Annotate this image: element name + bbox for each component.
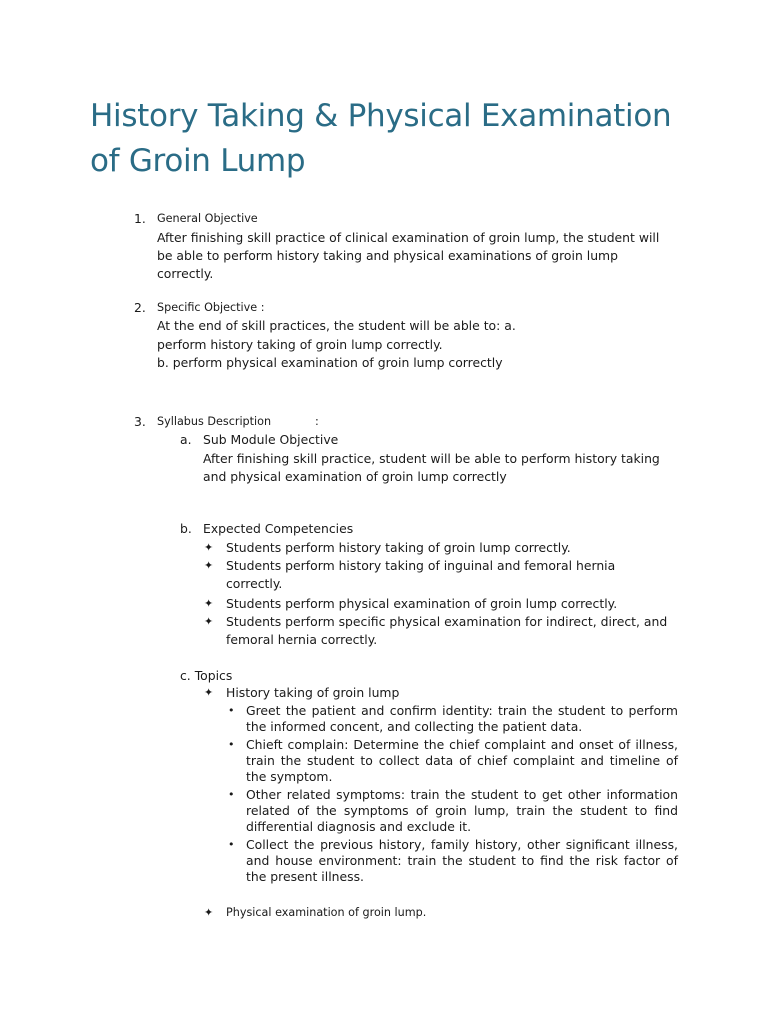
subsection-heading-topics: c. Topics xyxy=(180,668,233,683)
four-point-star-bullet-icon: ✦ xyxy=(204,559,214,572)
four-point-star-bullet-icon: ✦ xyxy=(204,541,214,554)
round-bullet-icon: • xyxy=(228,838,235,851)
specific-objective-line: At the end of skill practices, the student will be able to: a. xyxy=(157,318,516,333)
subsection-heading-sub-module-objective: Sub Module Objective xyxy=(203,432,339,447)
topic-history-taking: History taking of groin lump xyxy=(226,685,400,700)
section-heading-syllabus-description: Syllabus Description xyxy=(157,415,272,428)
topic-point: Greet the patient and confirm identity: train the student to perform the informed concent, and collecting the patient data. xyxy=(246,703,678,735)
round-bullet-icon: • xyxy=(228,704,235,717)
specific-objective-line: perform history taking of groin lump correctly. xyxy=(157,337,443,352)
subsection-marker: a. xyxy=(180,432,192,447)
four-point-star-bullet-icon: ✦ xyxy=(204,597,214,610)
competency-item-continuation: correctly. xyxy=(226,576,283,591)
subsection-marker: b. xyxy=(180,521,192,536)
four-point-star-bullet-icon: ✦ xyxy=(204,686,214,699)
round-bullet-icon: • xyxy=(228,738,235,751)
general-objective-line: correctly. xyxy=(157,266,214,281)
syllabus-colon: : xyxy=(315,415,319,428)
four-point-star-bullet-icon: ✦ xyxy=(204,615,214,628)
general-objective-line: After finishing skill practice of clinical examination of groin lump, the student will xyxy=(157,230,660,245)
topic-point: Other related symptoms: train the student to get other information related of the symptoms of groin lump, train the student to find differential diagnosis and exclude it. xyxy=(246,787,678,835)
round-bullet-icon: • xyxy=(228,788,235,801)
competency-item: Students perform history taking of groin lump correctly. xyxy=(226,540,571,555)
competency-item: Students perform physical examination of groin lump correctly. xyxy=(226,596,618,611)
general-objective-line: be able to perform history taking and physical examinations of groin lump xyxy=(157,248,618,263)
four-point-star-bullet-icon: ✦ xyxy=(204,906,214,919)
specific-objective-line: b. perform physical examination of groin lump correctly xyxy=(157,355,503,370)
competency-item-continuation: femoral hernia correctly. xyxy=(226,632,378,647)
subsection-heading-expected-competencies: Expected Competencies xyxy=(203,521,354,536)
topic-point: Collect the previous history, family history, other significant illness, and house environment: train the student to find the risk factor of the present illness. xyxy=(246,837,678,885)
section-heading-general-objective: General Objective xyxy=(157,212,258,225)
section-number: 3. xyxy=(134,414,146,429)
section-heading-specific-objective: Specific Objective : xyxy=(157,301,265,314)
sub-module-objective-line: and physical examination of groin lump correctly xyxy=(203,469,507,484)
competency-item: Students perform history taking of inguinal and femoral hernia xyxy=(226,558,616,573)
topic-point: Chieft complain: Determine the chief complaint and onset of illness, train the student to collect data of chief complaint and timeline of the symptom. xyxy=(246,737,678,785)
sub-module-objective-line: After finishing skill practice, student will be able to perform history taking xyxy=(203,451,660,466)
section-number: 1. xyxy=(134,211,146,226)
section-number: 2. xyxy=(134,300,146,315)
document-title: History Taking & Physical Examination of Groin Lump xyxy=(90,98,672,179)
competency-item: Students perform specific physical examination for indirect, direct, and xyxy=(226,614,668,629)
topic-physical-examination: Physical examination of groin lump. xyxy=(226,906,427,919)
